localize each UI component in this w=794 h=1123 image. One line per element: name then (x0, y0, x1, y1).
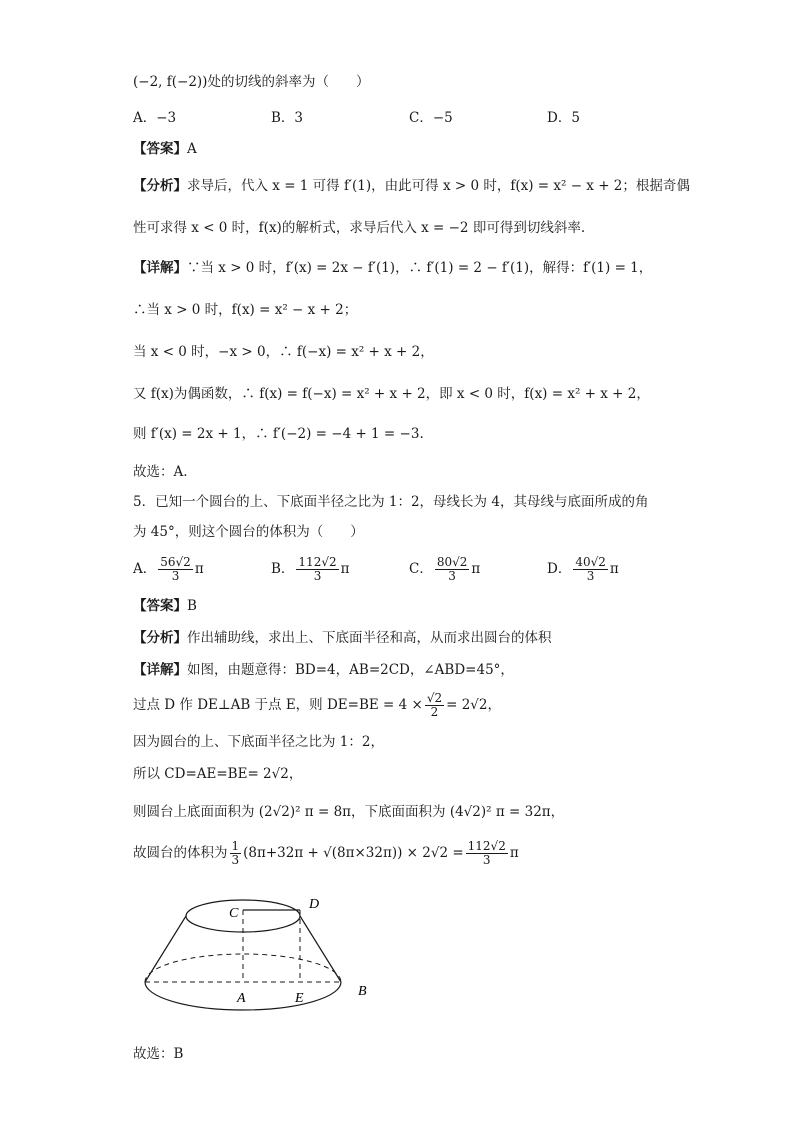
q4-detail-line-1 (133, 258, 652, 278)
q5-stem-line-2: 为 45°，则这个圆台的体积为（ ） (133, 524, 364, 540)
q5-stem-line-1: 5．已知一个圆台的上、下底面半径之比为 1：2，母线长为 4，其母线与底面所成的角 (133, 494, 649, 510)
q5-detail-text-1: 如图，由题意得：BD=4，AB=2CD，∠ABD=45°， (187, 662, 514, 678)
q5-option-c-fraction (435, 556, 470, 583)
q5-detail-6-rnum: 112√2 (467, 839, 506, 853)
q4-option-b-label: B． (271, 110, 295, 126)
q4-detail-line-2: ∴当 x > 0 时，f(x) = x² − x + 2； (133, 302, 358, 318)
q5-analysis (133, 628, 552, 648)
q4-option-d-value: 5 (571, 110, 580, 126)
q5-detail-2a: 过点 D 作 DE⊥AB 于点 E，则 DE=BE = 4 × (133, 697, 423, 713)
q4-analysis-text-1: 求导后，代入 x = 1 可得 f′(1)，由此可得 x > 0 时，f(x) = x² − x + 2；根据奇偶 (187, 178, 690, 194)
q5-option-b-den: 3 (313, 569, 322, 583)
q5-option-b-fraction (296, 556, 338, 583)
q5-option-c (409, 556, 480, 583)
q4-stem-tail: (−2, f(−2))处的切线的斜率为（ ） (133, 74, 370, 90)
q5-detail-2-fraction (425, 692, 444, 719)
q4-answer (133, 139, 197, 159)
q5-detail-line-4: 所以 CD=AE=BE= 2√2， (133, 766, 303, 782)
q5-option-d-num: 40√2 (575, 555, 606, 569)
q5-option-c-num: 80√2 (436, 555, 468, 569)
q5-detail-6-pi: π (509, 845, 519, 861)
q4-detail-text-1: ∵当 x > 0 时，f′(x) = 2x − f′(1)，∴ f′(1) = 2 − f′(1)，解得：f′(1) = 1， (187, 260, 653, 276)
q4-option-c-label: C． (409, 110, 433, 126)
q5-detail-line-2 (133, 692, 501, 719)
q4-answer-tag: 【答案】 (133, 141, 187, 157)
q5-option-a-den: 3 (171, 569, 180, 583)
frustum-figure (138, 888, 378, 1018)
q4-option-a-value: −3 (156, 110, 177, 126)
right-generatrix (300, 916, 341, 982)
q4-option-a (133, 108, 176, 128)
q5-option-a-label: A． (133, 561, 157, 577)
q5-detail-2-num: √2 (426, 691, 443, 705)
q5-detail-2b: = 2√2， (446, 697, 501, 713)
label-b: B (358, 984, 367, 999)
q4-answer-value: A (187, 141, 197, 157)
left-generatrix (145, 916, 186, 982)
q5-option-d-pi: π (609, 561, 619, 577)
q5-analysis-tag: 【分析】 (133, 630, 187, 646)
top-base-ellipse (186, 900, 300, 932)
q5-detail-6-fraction-result (466, 840, 508, 867)
q5-option-d (547, 556, 619, 583)
q5-option-a-num: 56√2 (160, 555, 191, 569)
q5-detail-6-den: 3 (231, 853, 240, 867)
q5-answer (133, 596, 197, 616)
q4-choose: 故选：A. (133, 464, 188, 480)
q5-detail-line-5: 则圆台上底面面积为 (2√2)² π = 8π，下底面面积为 (4√2)² π = 32π， (133, 804, 565, 820)
q5-option-a-fraction (158, 556, 193, 583)
q5-detail-2-den: 2 (430, 705, 439, 719)
q4-option-c (409, 108, 453, 128)
q5-choose: 故选：B (133, 1046, 184, 1062)
q5-answer-tag: 【答案】 (133, 598, 187, 614)
q5-detail-line-1 (133, 660, 514, 680)
q5-detail-6-fraction-third (230, 840, 242, 867)
q4-detail-line-3: 当 x < 0 时，−x > 0，∴ f(−x) = x² + x + 2， (133, 344, 434, 360)
q5-analysis-text: 作出辅助线，求出上、下底面半径和高，从而求出圆台的体积 (187, 630, 552, 646)
q5-option-b-pi: π (340, 561, 350, 577)
q4-option-d-label: D． (547, 110, 572, 126)
q5-option-c-pi: π (471, 561, 481, 577)
q5-detail-6a: 故圆台的体积为 (133, 845, 228, 861)
q5-detail-line-3: 因为圆台的上、下底面半径之比为 1：2， (133, 734, 384, 750)
label-d: D (309, 897, 320, 912)
q4-option-a-label: A． (133, 110, 157, 126)
q4-analysis-line-1 (133, 176, 690, 196)
q4-option-b (271, 108, 303, 128)
q4-analysis-tag: 【分析】 (133, 178, 187, 194)
label-a: A (237, 991, 246, 1006)
q4-detail-tag: 【详解】 (133, 260, 187, 276)
q5-option-b-label: B． (271, 561, 295, 577)
q5-option-d-den: 3 (586, 569, 595, 583)
q4-option-b-value: 3 (294, 110, 304, 126)
q5-option-c-label: C． (409, 561, 433, 577)
q5-option-b (271, 556, 349, 583)
q5-option-a-pi: π (194, 561, 204, 577)
label-e: E (295, 991, 304, 1006)
q4-analysis-line-2: 性可求得 x < 0 时，f(x)的解析式，求导后代入 x = −2 即可得到切线斜率. (133, 220, 586, 236)
q4-detail-line-4: 又 f(x)为偶函数，∴ f(x) = f(−x) = x² + x + 2，即 x < 0 时，f(x) = x² + x + 2， (133, 386, 650, 402)
q5-option-a (133, 556, 204, 583)
q4-option-c-value: −5 (432, 110, 453, 126)
label-c: C (229, 906, 239, 921)
q5-detail-6-num: 1 (231, 839, 240, 853)
q5-detail-tag: 【详解】 (133, 662, 187, 678)
q5-answer-value: B (187, 598, 197, 614)
q4-detail-line-5: 则 f′(x) = 2x + 1，∴ f′(−2) = −4 + 1 = −3. (133, 426, 424, 442)
q4-option-d (547, 108, 580, 128)
q5-detail-6b: (8π+32π + √(8π×32π)) × 2√2 = (243, 845, 464, 861)
q5-detail-line-6 (133, 840, 519, 867)
q5-option-c-den: 3 (448, 569, 456, 583)
q5-option-b-num: 112√2 (298, 555, 337, 569)
q5-detail-6-rden: 3 (482, 853, 491, 867)
q5-option-d-fraction (573, 556, 608, 583)
q5-option-d-label: D． (547, 561, 572, 577)
